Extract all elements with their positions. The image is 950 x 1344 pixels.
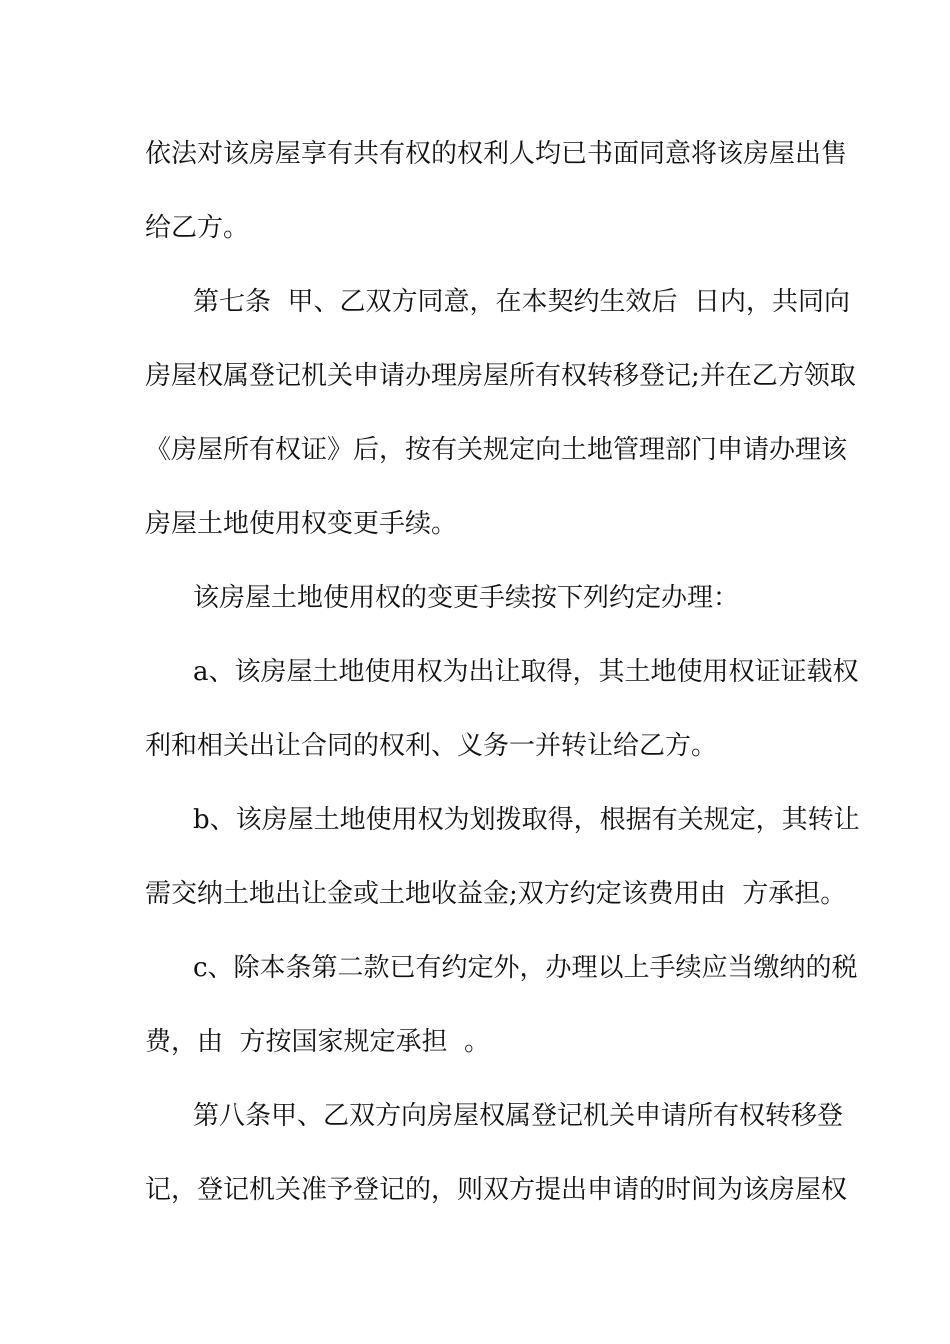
text-line: 需交纳土地出让金或土地收益金;双方约定该费用由 方承担。	[145, 879, 847, 909]
text-line: 《房屋所有权证》后，按有关规定向土地管理部门申请办理该	[145, 435, 848, 465]
text-line: 给乙方。	[145, 213, 250, 243]
text-line: 房屋土地使用权变更手续。	[145, 509, 458, 539]
text-line: 费，由 方按国家规定承担 。	[145, 1027, 491, 1057]
text-line: 第八条甲、乙双方向房屋权属登记机关申请所有权转移登	[193, 1101, 844, 1131]
text-line: 依法对该房屋享有共有权的权利人均已书面同意将该房屋出售	[145, 139, 848, 169]
text-line: 记，登记机关准予登记的，则双方提出申请的时间为该房屋权	[145, 1175, 848, 1205]
text-line: 房屋权属登记机关申请办理房屋所有权转移登记;并在乙方领取	[145, 361, 856, 391]
text-line: 第七条 甲、乙双方同意，在本契约生效后 日内，共同向	[193, 287, 851, 317]
text-line: b、该房屋土地使用权为划拨取得，根据有关规定，其转让	[193, 805, 860, 835]
text-line: 利和相关出让合同的权利、义务一并转让给乙方。	[145, 731, 718, 761]
text-line: c、除本条第二款已有约定外，办理以上手续应当缴纳的税	[193, 953, 858, 983]
text-line: 该房屋土地使用权的变更手续按下列约定办理：	[193, 583, 740, 613]
text-line: a、该房屋土地使用权为出让取得，其土地使用权证证载权	[193, 657, 859, 687]
